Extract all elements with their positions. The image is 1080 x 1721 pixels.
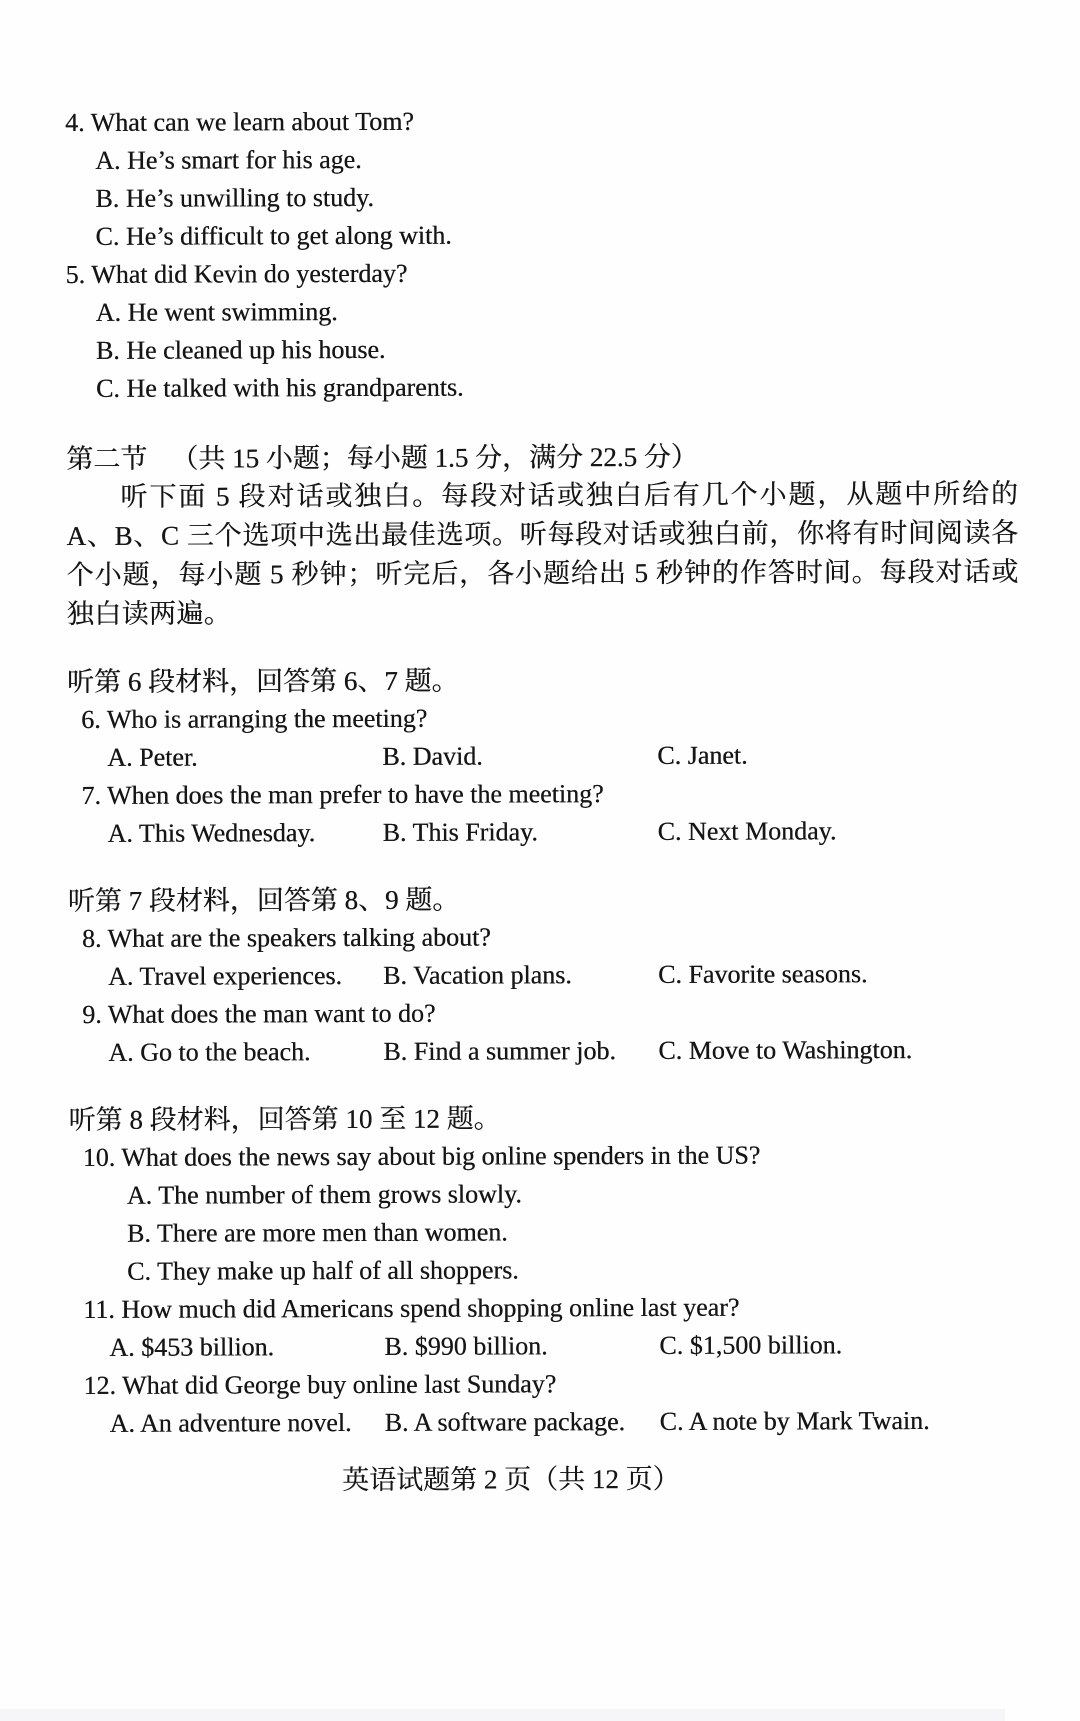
option-a: A. Travel experiences. [107,961,343,991]
question-text: 8. What are the speakers talking about? [81,922,491,953]
options-row [67,736,1019,777]
option-c: C. They make up half of all shoppers. [127,1255,519,1286]
page-content [65,101,1022,1500]
material-heading: 听第 6 段材料，回答第 6、7 题。 [66,665,459,697]
option-b: B. He cleaned up his house. [95,334,386,365]
section-title: 第二节 [66,443,148,474]
options-row [69,1326,1021,1367]
option-a: A. He’s smart for his age. [95,144,362,175]
section-meta: （共 15 小题；每小题 1.5 分，满分 22.5 分） [171,441,698,474]
option-a: A. Peter. [107,742,198,772]
option-b: B. He’s unwilling to study. [95,182,374,213]
question-text: 7. When does the man prefer to have the meeting? [81,779,604,810]
option-c: C. Move to Washington. [658,1035,913,1065]
option-c: C. $1,500 billion. [659,1330,843,1360]
option-b: B. There are more men than women. [126,1217,508,1248]
option-b: B. A software package. [384,1407,626,1437]
option-a: A. This Wednesday. [107,818,316,848]
option-a: A. An adventure novel. [109,1408,352,1438]
question-text: 4. What can we learn about Tom? [65,106,414,137]
options-row [68,955,1020,996]
option-c: C. Janet. [657,740,748,770]
question-text: 10. What does the news say about big online spenders in the US? [82,1140,761,1172]
option-b: B. David. [382,741,483,771]
page-footer: 英语试题第 2 页（共 12 页） [342,1463,680,1496]
option-c: C. He’s difficult to get along with. [95,220,452,251]
material-heading: 听第 8 段材料，回答第 10 至 12 题。 [68,1103,501,1135]
option-a: A. $453 billion. [109,1332,275,1362]
option-b: B. Find a summer job. [383,1036,616,1066]
option-c: C. Favorite seasons. [657,959,868,989]
option-b: B. Vacation plans. [382,960,572,990]
options-row [68,1031,1020,1072]
options-row [67,812,1019,853]
option-c: C. He talked with his grandparents. [95,372,464,403]
question-text: 5. What did Kevin do yesterday? [65,258,408,289]
question-text: 6. Who is arranging the meeting? [81,703,428,734]
option-c: C. A note by Mark Twain. [659,1405,930,1436]
option-b: B. This Friday. [382,817,538,847]
options-row [70,1402,1022,1443]
scan-artifact [0,1709,1005,1721]
section-instructions: 听下面 5 段对话或独白。每段对话或独白后有几个小题，从题中所给的 A、B、C 三个选项中选出最佳选项。听每段对话或独白前，你将有时间阅读各个小题，每小题 5 秒钟；听完后，各小题给出 5 秒钟的作答时间。每段对话或独白读两遍。 [66,478,1019,629]
option-a: A. The number of them grows slowly. [126,1179,522,1210]
option-c: C. Next Monday. [657,816,837,846]
option-b: B. $990 billion. [384,1331,548,1361]
option-a: A. Go to the beach. [108,1037,311,1067]
question-text: 12. What did George buy online last Sunday? [83,1369,557,1400]
question-text: 11. How much did Americans spend shopping online last year? [83,1292,740,1324]
question-text: 9. What does the man want to do? [82,998,436,1029]
material-heading: 听第 7 段材料，回答第 8、9 题。 [67,884,460,916]
option-a: A. He went swimming. [95,297,338,327]
section-header [66,437,1018,478]
